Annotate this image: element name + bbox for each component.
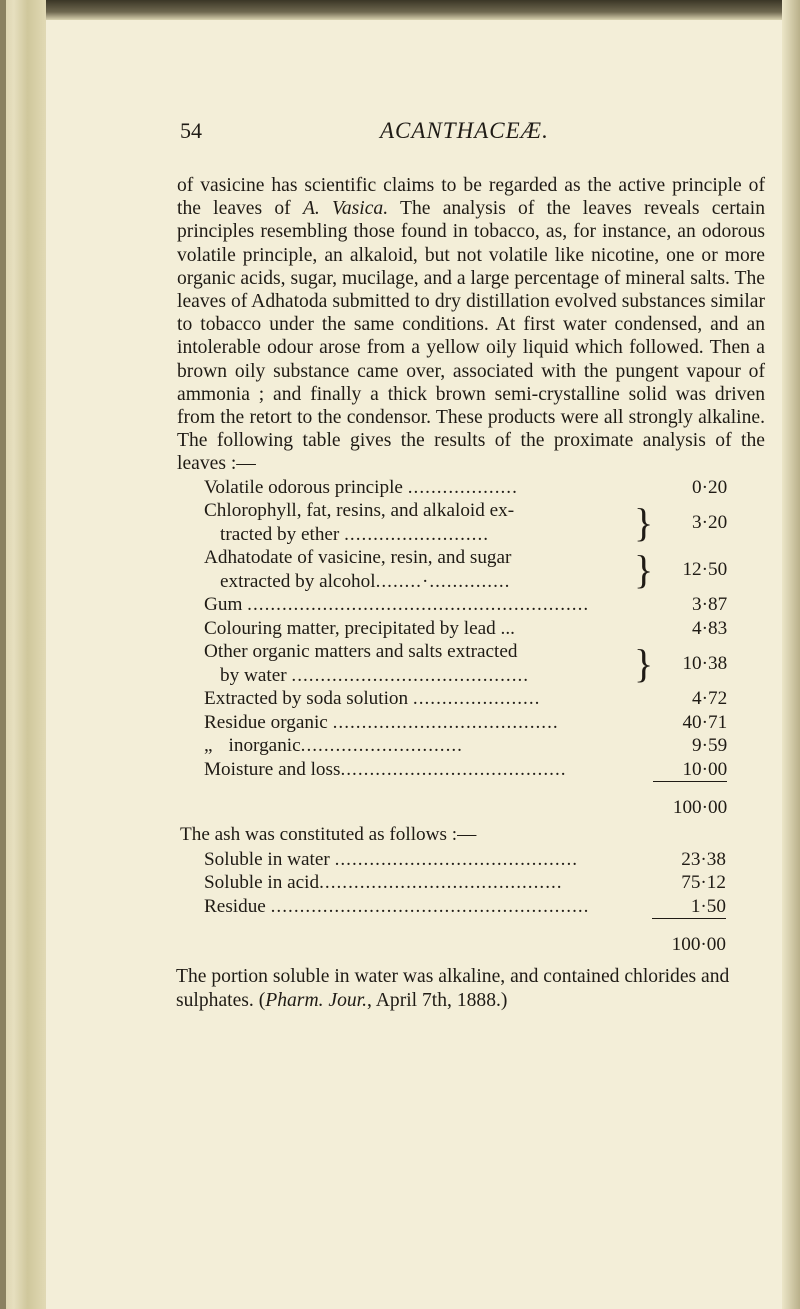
paragraph-text-part1: of vasicine has scientific claims to be regarded as the active principle of the leaves of [177, 175, 765, 220]
citation-source: Pharm. Jour. [265, 989, 368, 1011]
total-value: 100·00 [652, 919, 726, 957]
leader-dots: ......................................... [291, 664, 530, 686]
row-value: 4·83 [692, 617, 728, 639]
paragraph-text-part2: The analysis of the leaves reveals certain principles resembling those found in tobacco, as, for instance, an odorous volatile principle, an alkaloid, but not volatile like nicotine, one or more organic acids, sugar, mucilage, and a large percentage of mineral salts. The leaves of Adhatoda submitted to dry distillation evolved substances similar to tobacco under the same conditions. At first water condensed, and an intolerable odour arose from a yellow oily liquid which followed. Then a brown oily substance came over, associated with the pungent vapour of ammonia ; and finally a thick brown semi-crystalline solid was driven from the retort to the condensor. These products were all strongly alkaline. The following table gives the results of the proximate analysis of the leaves :— [177, 198, 765, 475]
row-value: 12·50 [682, 558, 728, 580]
closing-paragraph [176, 965, 765, 1013]
species-name: A. Vasica. [302, 198, 389, 220]
row-value: 0·20 [692, 476, 728, 498]
table-row [204, 499, 727, 546]
row-label: Residue [204, 895, 266, 917]
brace-symbol: } [634, 499, 654, 545]
table-row [204, 871, 726, 895]
table-row [204, 758, 727, 782]
row-label-continued: extracted by alcohol [220, 570, 376, 592]
total-row [204, 919, 726, 957]
row-value: 3·20 [692, 511, 728, 533]
total-row [204, 782, 727, 820]
row-value: 23·38 [681, 848, 726, 870]
row-label-continued: by water [220, 664, 287, 686]
running-title: ACANTHACEÆ. [380, 118, 549, 143]
table-row [204, 711, 727, 735]
citation-date: , April 7th, 1888.) [367, 989, 508, 1011]
page-content [176, 118, 765, 1013]
leader-dots: ......................... [344, 523, 490, 545]
row-label: Colouring matter, precipitated by lead ... [204, 617, 515, 639]
running-head [180, 118, 765, 158]
table-row [204, 640, 727, 687]
page-number: 54 [180, 118, 202, 143]
body-paragraph [177, 174, 765, 476]
row-value: 9·59 [692, 735, 728, 757]
leader-dots: ............................ [300, 735, 463, 757]
leader-dots: ...................... [412, 688, 541, 710]
table-row [204, 593, 727, 617]
row-value: 10·00 [682, 758, 728, 780]
ash-table [204, 848, 726, 957]
row-label: inorganic [228, 735, 301, 757]
row-value: 4·72 [692, 688, 728, 710]
table-row [204, 687, 727, 711]
leader-dots: .......................................... [319, 872, 563, 894]
table-row [204, 734, 727, 758]
proximate-analysis-table [204, 476, 727, 820]
table-row [204, 476, 727, 500]
leader-dots: ....................................... [340, 758, 567, 780]
row-label: Gum [204, 594, 243, 616]
leader-dots: .......................................... [334, 848, 579, 870]
total-value: 100·00 [653, 782, 727, 820]
leader-dots: ........................................................... [247, 594, 590, 616]
row-value: 40·71 [682, 711, 728, 733]
row-label: Other organic matters and salts extracted [204, 641, 518, 663]
row-value: 1·50 [690, 895, 726, 917]
row-label: Residue organic [204, 711, 328, 733]
row-label: Soluble in acid [204, 872, 320, 894]
row-label-continued: tracted by ether [220, 523, 340, 545]
ditto-mark: „ [204, 735, 213, 757]
row-value: 10·38 [682, 652, 728, 674]
book-edge-right [782, 0, 800, 1309]
book-top-edge [0, 0, 800, 20]
row-value: 75·12 [681, 872, 726, 894]
leader-dots: ....................................... [332, 711, 559, 733]
brace-symbol: } [634, 546, 654, 592]
table-row [204, 848, 726, 872]
brace-symbol: } [634, 640, 654, 686]
leader-dots: ................... [407, 476, 518, 498]
row-label: Chlorophyll, fat, resins, and alkaloid ex- [204, 500, 515, 522]
row-label: Moisture and loss [204, 758, 341, 780]
row-value: 3·87 [692, 594, 728, 616]
table-row [204, 617, 727, 641]
row-label: Adhatodate of vasicine, resin, and sugar [204, 547, 512, 569]
book-fore-edge-left [0, 0, 46, 1309]
ash-intro: The ash was constituted as follows :— [180, 823, 477, 845]
closing-text: The portion soluble in water was alkaline, and contained chlorides and sulphates. ( [176, 965, 730, 1011]
row-label: Extracted by soda solution [204, 688, 409, 710]
table-row [204, 546, 727, 593]
row-label: Soluble in water [204, 848, 330, 870]
leader-dots: ....................................................... [270, 895, 590, 917]
leader-dots: ........·.............. [375, 570, 511, 592]
table-row [204, 895, 726, 919]
row-label: Volatile odorous principle [204, 476, 403, 498]
